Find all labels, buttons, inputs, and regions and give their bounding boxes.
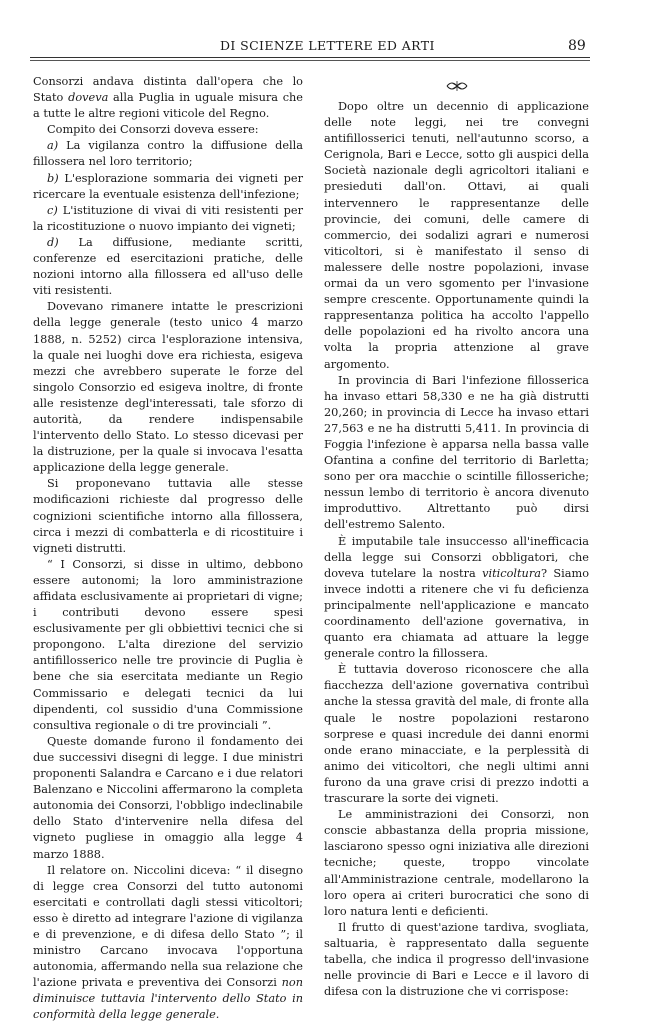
paragraph-niccolini: Il relatore on. Niccolini diceva: “ il disegno di legge crea Consorzi del tutto autonomi esercitati e controllati dagli stessi viticoltori; esso è diretto ad integrare l'azione di vigilanza e di prevenzione, e di difesa dello Stato ”; il ministro Carcano invocava l'opportuna autonomia, affermando nella sua relazione che l'azione privata e preventiva dei Consorzi non diminuisce tuttavia l'intervento dello Stato in conformità della legge generale. [33, 863, 303, 1022]
paragraph-provincie: In provincia di Bari l'infezione fillosserica ha invaso ettari 58,330 e ne ha già distrutti 20,260; in provincia di Lecce ha invaso ettari 27,563 e ne ha distrutti 5,411. In provincia di Foggia l'infezione è apparsa nella bassa valle Ofantina a confine del territorio di Barletta; sono per ora macchie o scintille fillosseriche; nessun lembo di territorio è ancora divenuto improduttivo. Altrettanto può dirsi dell'estremo Salento. [324, 373, 589, 532]
right-column [324, 74, 589, 1000]
paragraph-quote-consorzi: “ I Consorzi, si disse in ultimo, debbono essere autonomi; la loro amministrazione affidata esclusivamente ai proprietari di vigne; i contributi devono essere spesi esclusivamente per gli obbiettivi tecnici che si propongono. L'alta direzione del servizio antifillosserico nelle tre provincie di Puglia è bene che sia esercitata mediante un Regio Commissario e delegati tecnici da lui dipendenti, col sussidio d'una Commissione consultiva regionale o di tre provinciali ”. [33, 557, 303, 732]
list-item-b: b) L'esplorazione sommaria dei vigneti per ricercare la eventuale esistenza dell'infezione; [33, 171, 303, 201]
paragraph-insuccesso: È imputabile tale insuccesso all'inefficacia della legge sui Consorzi obbligatori, che doveva tutelare la nostra viticoltura? Siamo invece indotti a ritenere che vi fu deficienza principalmente nell'applicazione e mancato coordinamento dell'azione governativa, in quanto era chiamata ad attuare la legge generale contro la fillossera. [324, 534, 590, 661]
paragraph-compito: Compito dei Consorzi doveva essere: [47, 123, 259, 137]
paragraph-consorzi: Consorzi andava distinta dall'opera che lo Stato doveva alla Puglia in uguale misura che a tutte le altre regioni viticole del Regno. [33, 75, 303, 121]
paragraph-disegni-legge: Queste domande furono il fondamento dei due successivi disegni di legge. I due ministri proponenti Salandra e Carcano e i due relatori Balenzano e Niccolini affermarono la completa autonomia dei Consorzi, l'obbligo indeclinabile dello Stato d'intervenire nella difesa del vigneto pugliese in omaggio alla legge 4 marzo 1888. [33, 734, 303, 861]
fleuron-icon [446, 80, 468, 92]
left-column [33, 74, 303, 1024]
paragraph-prescrizioni: Dovevano rimanere intatte le prescrizioni della legge generale (testo unico 4 marzo 1888, n. 5252) circa l'esplorazione intensiva, la quale nei luoghi dove era richiesta, esigeva mezzi che avrebbero superate le forze del singolo Consorzio ed esigeva inoltre, di fronte alle resistenze degl'interessati, tale sforzo di autorità, da rendere indispensabile l'intervento dello Stato. Lo stesso dicevasi per la distruzione, per la quale si invocava l'esatta applicazione della legge generale. [33, 300, 303, 475]
header-rule [30, 57, 590, 61]
paragraph-fiacchezza: È tuttavia doveroso riconoscere che alla fiacchezza dell'azione governativa contribuì anche la stessa gravità del male, di fronte alla quale le nostre popolazioni restarono sorprese e quasi incredule dei danni enormi onde erano minacciate, e la perplessità di animo dei viticoltori, che negli ultimi anni furono da una grave crisi di prezzo indotti a trascurare la sorte dei vigneti. [324, 663, 589, 806]
list-item-d: d) La diffusione, mediante scritti, conferenze ed esercitazioni pratiche, delle nozioni intorno alla fillossera ed all'uso delle viti resistenti. [33, 235, 303, 298]
running-head [30, 38, 591, 58]
paragraph-convegni: Dopo oltre un decennio di applicazione delle note leggi, nei tre convegni antifillosserici tenuti, nell'autunno scorso, a Cerignola, Bari e Lecce, sotto gli auspici della Società nazionale degli agricoltori italiani e presieduti dall'on. Ottavi, ai quali intervennero le rappresentanze delle provincie, dei comuni, delle camere di commercio, dei sodalizi agrari e numerosi viticoltori, si è manifestato il senso di malessere delle nostre popolazioni, invase ormai da un vero sgomento per l'invasione sempre crescente. Opportunamente quindi la rappresentanza politica ha accolto l'appello delle popolazioni ed ha rivolto ancora una volta la propria attenzione al grave argomento. [324, 100, 589, 371]
page-number: 89 [568, 38, 586, 54]
list-item-c: c) L'istituzione di vivai di viti resistenti per la ricostituzione o nuovo impianto dei vigneti; [33, 203, 303, 233]
paragraph-modificazioni: Si proponevano tuttavia alle stesse modificazioni richieste dal progresso delle cognizioni scientifiche intorno alla fillossera, circa i mezzi di combatterla e di ricostituire i vigneti distrutti. [33, 477, 303, 555]
running-title: DI SCIENZE LETTERE ED ARTI [220, 38, 435, 53]
paragraph-tabella-intro: Il frutto di quest'azione tardiva, svogliata, saltuaria, è rappresentato dalla seguente tabella, che indica il progresso dell'invasione nelle provincie di Bari e Lecce e il lavoro di difesa con la distruzione che vi corrispose: [324, 920, 589, 999]
list-item-a: a) La vigilanza contro la diffusione della fillossera nel loro territorio; [33, 139, 303, 169]
section-ornament [324, 77, 589, 89]
paragraph-amministrazioni: Le amministrazioni dei Consorzi, non conscie abbastanza della propria missione, lasciarono spesso ogni iniziativa alle direzioni tecniche; queste, troppo vincolate all'Amministrazione centrale, modellarono la loro opera ai criteri burocratici che sono di loro natura lenti e deficienti. [324, 808, 589, 918]
